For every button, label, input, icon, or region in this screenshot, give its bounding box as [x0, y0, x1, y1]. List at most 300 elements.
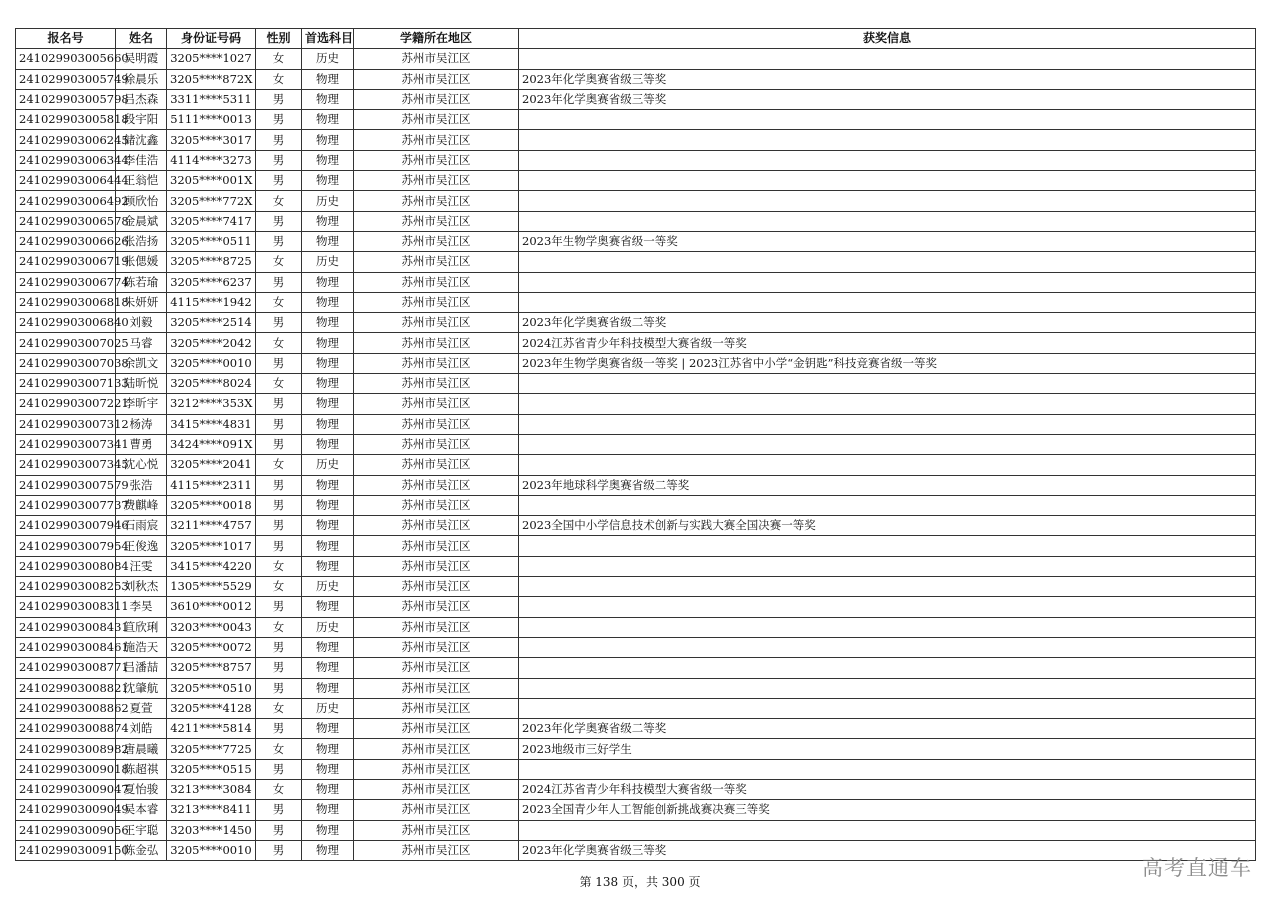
cell-primary-subject: 物理 [302, 171, 354, 191]
cell-primary-subject: 物理 [302, 759, 354, 779]
cell-id-number: 3212****353X [167, 394, 256, 414]
cell-name: 汪雯 [116, 556, 167, 576]
cell-name: 徐晨乐 [116, 69, 167, 89]
cell-gender: 女 [256, 577, 302, 597]
cell-registration-no: 241029903008084 [16, 556, 116, 576]
cell-school-region: 苏州市吴江区 [354, 739, 519, 759]
cell-id-number: 3213****3084 [167, 779, 256, 799]
cell-name: 夏怡骏 [116, 779, 167, 799]
cell-gender: 女 [256, 252, 302, 272]
table-row [16, 252, 1256, 272]
cell-registration-no: 241029903005749 [16, 69, 116, 89]
table-body [16, 49, 1256, 861]
cell-registration-no: 241029903009018 [16, 759, 116, 779]
cell-registration-no: 241029903006818 [16, 292, 116, 312]
cell-name: 吴本睿 [116, 800, 167, 820]
cell-gender: 女 [256, 374, 302, 394]
cell-gender: 女 [256, 69, 302, 89]
cell-registration-no: 241029903006492 [16, 191, 116, 211]
cell-primary-subject: 物理 [302, 739, 354, 759]
table-row [16, 759, 1256, 779]
cell-name: 王宇聪 [116, 820, 167, 840]
cell-primary-subject: 物理 [302, 374, 354, 394]
cell-gender: 男 [256, 516, 302, 536]
table-row [16, 272, 1256, 292]
cell-gender: 男 [256, 840, 302, 860]
cell-name: 吕潘喆 [116, 658, 167, 678]
cell-primary-subject: 物理 [302, 556, 354, 576]
cell-id-number: 3205****001X [167, 171, 256, 191]
cell-id-number: 3205****3017 [167, 130, 256, 150]
cell-registration-no: 241029903006626 [16, 231, 116, 251]
table-row [16, 69, 1256, 89]
cell-registration-no: 241029903008821 [16, 678, 116, 698]
table-row [16, 840, 1256, 860]
cell-id-number: 3205****0515 [167, 759, 256, 779]
cell-school-region: 苏州市吴江区 [354, 840, 519, 860]
cell-primary-subject: 物理 [302, 678, 354, 698]
table-row [16, 637, 1256, 657]
cell-gender: 男 [256, 678, 302, 698]
cell-gender: 女 [256, 698, 302, 718]
cell-gender: 男 [256, 414, 302, 434]
cell-gender: 男 [256, 394, 302, 414]
cell-registration-no: 241029903005818 [16, 110, 116, 130]
cell-id-number: 5111****0013 [167, 110, 256, 130]
cell-registration-no: 241029903007038 [16, 353, 116, 373]
cell-registration-no: 241029903008431 [16, 617, 116, 637]
cell-id-number: 3205****8725 [167, 252, 256, 272]
cell-school-region: 苏州市吴江区 [354, 171, 519, 191]
cell-registration-no: 241029903007341 [16, 434, 116, 454]
table-row [16, 231, 1256, 251]
table-row [16, 414, 1256, 434]
cell-school-region: 苏州市吴江区 [354, 333, 519, 353]
table-row [16, 719, 1256, 739]
cell-gender: 男 [256, 150, 302, 170]
table-row [16, 516, 1256, 536]
cell-award-info: 2023年化学奥赛省级二等奖 [519, 313, 1256, 333]
cell-primary-subject: 物理 [302, 637, 354, 657]
table-row [16, 658, 1256, 678]
cell-name: 金晨斌 [116, 211, 167, 231]
cell-primary-subject: 物理 [302, 292, 354, 312]
cell-award-info [519, 252, 1256, 272]
table-row [16, 820, 1256, 840]
cell-registration-no: 241029903008982 [16, 739, 116, 759]
cell-gender: 女 [256, 333, 302, 353]
cell-award-info [519, 820, 1256, 840]
cell-award-info [519, 556, 1256, 576]
cell-id-number: 3205****8757 [167, 658, 256, 678]
watermark: 高考直通车 [1142, 856, 1252, 880]
cell-id-number: 1305****5529 [167, 577, 256, 597]
cell-school-region: 苏州市吴江区 [354, 455, 519, 475]
table-row [16, 49, 1256, 69]
table-row [16, 333, 1256, 353]
table-row [16, 150, 1256, 170]
cell-id-number: 3205****0010 [167, 840, 256, 860]
cell-name: 李昊 [116, 597, 167, 617]
cell-registration-no: 241029903006578 [16, 211, 116, 231]
cell-award-info [519, 455, 1256, 475]
cell-id-number: 3205****1027 [167, 49, 256, 69]
cell-name: 吴明霞 [116, 49, 167, 69]
cell-primary-subject: 物理 [302, 130, 354, 150]
cell-gender: 男 [256, 658, 302, 678]
cell-registration-no: 241029903008771 [16, 658, 116, 678]
cell-gender: 女 [256, 556, 302, 576]
column-header-award-info: 获奖信息 [519, 29, 1256, 49]
cell-registration-no: 241029903006444 [16, 171, 116, 191]
cell-primary-subject: 物理 [302, 89, 354, 109]
cell-id-number: 3205****1017 [167, 536, 256, 556]
cell-registration-no: 241029903009150 [16, 840, 116, 860]
column-header-registration-no: 报名号 [16, 29, 116, 49]
cell-school-region: 苏州市吴江区 [354, 617, 519, 637]
cell-school-region: 苏州市吴江区 [354, 434, 519, 454]
table-row [16, 556, 1256, 576]
cell-id-number: 3311****5311 [167, 89, 256, 109]
cell-school-region: 苏州市吴江区 [354, 556, 519, 576]
table-row [16, 434, 1256, 454]
cell-school-region: 苏州市吴江区 [354, 820, 519, 840]
cell-registration-no: 241029903006245 [16, 130, 116, 150]
cell-primary-subject: 物理 [302, 150, 354, 170]
cell-name: 段宇阳 [116, 110, 167, 130]
cell-school-region: 苏州市吴江区 [354, 516, 519, 536]
cell-gender: 男 [256, 89, 302, 109]
cell-name: 张浩 [116, 475, 167, 495]
cell-name: 沈肇航 [116, 678, 167, 698]
cell-award-info [519, 536, 1256, 556]
cell-school-region: 苏州市吴江区 [354, 779, 519, 799]
cell-name: 刘秋杰 [116, 577, 167, 597]
cell-school-region: 苏州市吴江区 [354, 374, 519, 394]
cell-registration-no: 241029903008253 [16, 577, 116, 597]
cell-school-region: 苏州市吴江区 [354, 191, 519, 211]
cell-primary-subject: 物理 [302, 800, 354, 820]
cell-name: 李昕宇 [116, 394, 167, 414]
cell-award-info: 2023年地球科学奥赛省级二等奖 [519, 475, 1256, 495]
cell-school-region: 苏州市吴江区 [354, 110, 519, 130]
cell-award-info [519, 658, 1256, 678]
cell-gender: 女 [256, 292, 302, 312]
cell-id-number: 3205****6237 [167, 272, 256, 292]
cell-id-number: 3205****7725 [167, 739, 256, 759]
cell-gender: 女 [256, 49, 302, 69]
cell-primary-subject: 物理 [302, 820, 354, 840]
cell-primary-subject: 物理 [302, 231, 354, 251]
cell-id-number: 3205****0511 [167, 231, 256, 251]
cell-gender: 男 [256, 211, 302, 231]
cell-gender: 男 [256, 434, 302, 454]
cell-name: 陈金弘 [116, 840, 167, 860]
table-row [16, 211, 1256, 231]
cell-primary-subject: 物理 [302, 658, 354, 678]
cell-registration-no: 241029903008862 [16, 698, 116, 718]
cell-award-info [519, 617, 1256, 637]
cell-award-info [519, 495, 1256, 515]
cell-gender: 男 [256, 495, 302, 515]
cell-registration-no: 241029903005660 [16, 49, 116, 69]
table-header-row [16, 29, 1256, 49]
cell-school-region: 苏州市吴江区 [354, 597, 519, 617]
cell-school-region: 苏州市吴江区 [354, 252, 519, 272]
cell-id-number: 3205****2042 [167, 333, 256, 353]
cell-registration-no: 241029903005798 [16, 89, 116, 109]
cell-id-number: 3610****0012 [167, 597, 256, 617]
cell-name: 陈若瑜 [116, 272, 167, 292]
column-header-school-region: 学籍所在地区 [354, 29, 519, 49]
cell-award-info: 2023年化学奥赛省级三等奖 [519, 840, 1256, 860]
table-row [16, 374, 1256, 394]
cell-school-region: 苏州市吴江区 [354, 658, 519, 678]
cell-award-info: 2023年生物学奥赛省级一等奖 | 2023江苏省中小学“金钥匙”科技竞赛省级一等奖 [519, 353, 1256, 373]
cell-primary-subject: 物理 [302, 69, 354, 89]
cell-name: 余凯文 [116, 353, 167, 373]
cell-school-region: 苏州市吴江区 [354, 698, 519, 718]
column-header-gender: 性别 [256, 29, 302, 49]
cell-school-region: 苏州市吴江区 [354, 475, 519, 495]
cell-gender: 女 [256, 455, 302, 475]
column-header-id-number: 身份证号码 [167, 29, 256, 49]
cell-award-info [519, 150, 1256, 170]
cell-id-number: 3415****4831 [167, 414, 256, 434]
cell-gender: 男 [256, 313, 302, 333]
cell-registration-no: 241029903006344 [16, 150, 116, 170]
cell-award-info: 2023年化学奥赛省级三等奖 [519, 69, 1256, 89]
cell-registration-no: 241029903007579 [16, 475, 116, 495]
cell-award-info [519, 292, 1256, 312]
cell-id-number: 3203****1450 [167, 820, 256, 840]
cell-registration-no: 241029903008461 [16, 637, 116, 657]
cell-id-number: 3211****4757 [167, 516, 256, 536]
cell-award-info [519, 597, 1256, 617]
cell-primary-subject: 物理 [302, 313, 354, 333]
cell-gender: 男 [256, 475, 302, 495]
cell-primary-subject: 历史 [302, 49, 354, 69]
cell-primary-subject: 物理 [302, 840, 354, 860]
cell-registration-no: 241029903009049 [16, 800, 116, 820]
page-number: 第 138 页，共 300 页 [579, 875, 701, 889]
table-row [16, 130, 1256, 150]
cell-award-info [519, 698, 1256, 718]
cell-name: 施浩天 [116, 637, 167, 657]
cell-award-info [519, 678, 1256, 698]
cell-registration-no: 241029903007345 [16, 455, 116, 475]
table-row [16, 313, 1256, 333]
cell-primary-subject: 历史 [302, 455, 354, 475]
cell-award-info [519, 414, 1256, 434]
cell-school-region: 苏州市吴江区 [354, 394, 519, 414]
cell-registration-no: 241029903006719 [16, 252, 116, 272]
cell-registration-no: 241029903007737 [16, 495, 116, 515]
table-row [16, 394, 1256, 414]
cell-primary-subject: 物理 [302, 597, 354, 617]
cell-name: 王俊逸 [116, 536, 167, 556]
cell-primary-subject: 物理 [302, 333, 354, 353]
cell-gender: 男 [256, 597, 302, 617]
cell-school-region: 苏州市吴江区 [354, 313, 519, 333]
cell-award-info: 2023年生物学奥赛省级一等奖 [519, 231, 1256, 251]
cell-name: 吕杰森 [116, 89, 167, 109]
cell-school-region: 苏州市吴江区 [354, 536, 519, 556]
cell-id-number: 3205****2041 [167, 455, 256, 475]
cell-name: 费麒峰 [116, 495, 167, 515]
cell-id-number: 3424****091X [167, 434, 256, 454]
cell-id-number: 4211****5814 [167, 719, 256, 739]
cell-gender: 男 [256, 637, 302, 657]
cell-primary-subject: 物理 [302, 536, 354, 556]
cell-school-region: 苏州市吴江区 [354, 495, 519, 515]
cell-name: 张偲媛 [116, 252, 167, 272]
cell-primary-subject: 物理 [302, 110, 354, 130]
cell-primary-subject: 物理 [302, 779, 354, 799]
table-row [16, 536, 1256, 556]
table-row [16, 495, 1256, 515]
cell-registration-no: 241029903009047 [16, 779, 116, 799]
cell-name: 唐晨曦 [116, 739, 167, 759]
cell-id-number: 3205****772X [167, 191, 256, 211]
cell-name: 陈超祺 [116, 759, 167, 779]
table-row [16, 292, 1256, 312]
cell-id-number: 3205****0072 [167, 637, 256, 657]
cell-gender: 女 [256, 739, 302, 759]
cell-award-info [519, 49, 1256, 69]
cell-name: 杨涛 [116, 414, 167, 434]
cell-school-region: 苏州市吴江区 [354, 678, 519, 698]
cell-gender: 男 [256, 231, 302, 251]
cell-award-info [519, 577, 1256, 597]
cell-name: 笪欣琍 [116, 617, 167, 637]
cell-award-info [519, 434, 1256, 454]
cell-award-info: 2024江苏省青少年科技模型大赛省级一等奖 [519, 779, 1256, 799]
cell-id-number: 4115****2311 [167, 475, 256, 495]
table-row [16, 353, 1256, 373]
cell-primary-subject: 历史 [302, 617, 354, 637]
cell-gender: 男 [256, 536, 302, 556]
cell-gender: 男 [256, 110, 302, 130]
cell-award-info: 2023年化学奥赛省级二等奖 [519, 719, 1256, 739]
cell-id-number: 3205****2514 [167, 313, 256, 333]
table-row [16, 779, 1256, 799]
table-row [16, 89, 1256, 109]
cell-award-info [519, 171, 1256, 191]
cell-name: 李佳浩 [116, 150, 167, 170]
cell-school-region: 苏州市吴江区 [354, 69, 519, 89]
cell-school-region: 苏州市吴江区 [354, 719, 519, 739]
cell-award-info [519, 130, 1256, 150]
cell-school-region: 苏州市吴江区 [354, 759, 519, 779]
cell-gender: 男 [256, 130, 302, 150]
cell-primary-subject: 历史 [302, 191, 354, 211]
cell-name: 顾欣怡 [116, 191, 167, 211]
table-row [16, 739, 1256, 759]
cell-gender: 男 [256, 719, 302, 739]
cell-school-region: 苏州市吴江区 [354, 231, 519, 251]
cell-registration-no: 241029903007946 [16, 516, 116, 536]
cell-primary-subject: 历史 [302, 577, 354, 597]
cell-id-number: 3205****0018 [167, 495, 256, 515]
cell-gender: 男 [256, 820, 302, 840]
cell-award-info [519, 272, 1256, 292]
cell-award-info [519, 211, 1256, 231]
cell-registration-no: 241029903007312 [16, 414, 116, 434]
cell-school-region: 苏州市吴江区 [354, 130, 519, 150]
cell-school-region: 苏州市吴江区 [354, 49, 519, 69]
cell-school-region: 苏州市吴江区 [354, 414, 519, 434]
cell-primary-subject: 物理 [302, 353, 354, 373]
cell-registration-no: 241029903006774 [16, 272, 116, 292]
cell-registration-no: 241029903008311 [16, 597, 116, 617]
cell-primary-subject: 物理 [302, 394, 354, 414]
cell-primary-subject: 历史 [302, 252, 354, 272]
table-row [16, 191, 1256, 211]
cell-award-info [519, 637, 1256, 657]
cell-primary-subject: 物理 [302, 495, 354, 515]
cell-id-number: 3205****7417 [167, 211, 256, 231]
cell-award-info: 2023地级市三好学生 [519, 739, 1256, 759]
cell-id-number: 3415****4220 [167, 556, 256, 576]
cell-registration-no: 241029903007954 [16, 536, 116, 556]
cell-award-info [519, 374, 1256, 394]
cell-award-info [519, 394, 1256, 414]
cell-id-number: 3205****0010 [167, 353, 256, 373]
cell-gender: 女 [256, 779, 302, 799]
cell-registration-no: 241029903008874 [16, 719, 116, 739]
cell-school-region: 苏州市吴江区 [354, 211, 519, 231]
cell-award-info: 2023全国中小学信息技术创新与实践大赛全国决赛一等奖 [519, 516, 1256, 536]
cell-award-info: 2023全国青少年人工智能创新挑战赛决赛三等奖 [519, 800, 1256, 820]
cell-school-region: 苏州市吴江区 [354, 577, 519, 597]
column-header-name: 姓名 [116, 29, 167, 49]
table-row [16, 800, 1256, 820]
cell-gender: 男 [256, 353, 302, 373]
cell-registration-no: 241029903007133 [16, 374, 116, 394]
cell-gender: 女 [256, 191, 302, 211]
cell-gender: 男 [256, 272, 302, 292]
cell-id-number: 3205****0510 [167, 678, 256, 698]
table-row [16, 698, 1256, 718]
cell-school-region: 苏州市吴江区 [354, 353, 519, 373]
student-roster-table [15, 28, 1256, 861]
cell-school-region: 苏州市吴江区 [354, 89, 519, 109]
cell-primary-subject: 物理 [302, 516, 354, 536]
cell-name: 储沈鑫 [116, 130, 167, 150]
cell-school-region: 苏州市吴江区 [354, 637, 519, 657]
cell-award-info: 2023年化学奥赛省级三等奖 [519, 89, 1256, 109]
cell-name: 陆昕悦 [116, 374, 167, 394]
cell-id-number: 3205****8024 [167, 374, 256, 394]
table-row [16, 475, 1256, 495]
cell-registration-no: 241029903006840 [16, 313, 116, 333]
cell-primary-subject: 物理 [302, 475, 354, 495]
cell-id-number: 3205****872X [167, 69, 256, 89]
cell-id-number: 4114****3273 [167, 150, 256, 170]
cell-primary-subject: 物理 [302, 434, 354, 454]
cell-name: 张浩扬 [116, 231, 167, 251]
cell-name: 马睿 [116, 333, 167, 353]
cell-gender: 男 [256, 759, 302, 779]
table-row [16, 577, 1256, 597]
cell-registration-no: 241029903007221 [16, 394, 116, 414]
cell-name: 刘皓 [116, 719, 167, 739]
cell-name: 石雨宸 [116, 516, 167, 536]
cell-award-info [519, 191, 1256, 211]
cell-id-number: 3203****0043 [167, 617, 256, 637]
cell-gender: 男 [256, 800, 302, 820]
